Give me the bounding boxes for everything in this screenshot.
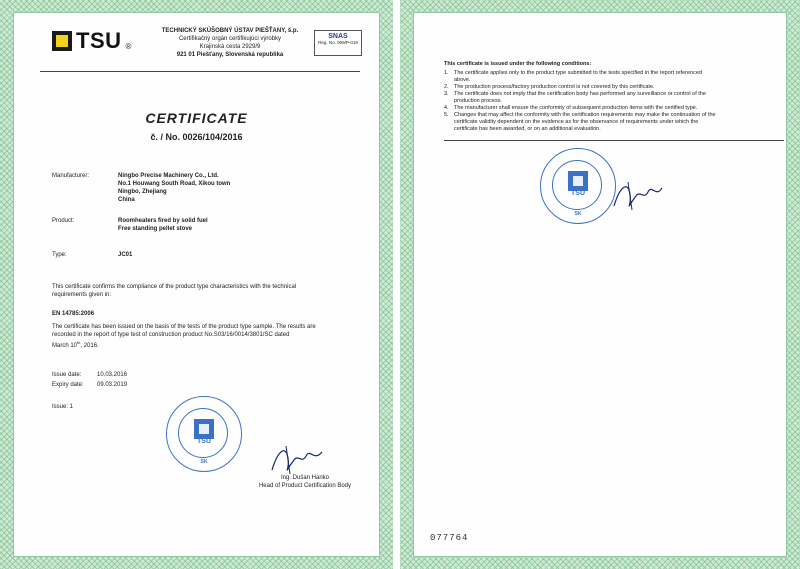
condition-item bbox=[444, 105, 784, 112]
conditions-block bbox=[444, 61, 784, 133]
signatory-block bbox=[230, 474, 380, 490]
manufacturer-line: China bbox=[118, 197, 135, 203]
tsu-official-stamp-back bbox=[540, 148, 616, 224]
type-value: JC01 bbox=[118, 252, 133, 258]
condition-item bbox=[444, 84, 784, 91]
condition-line: The certificate does not imply that the certification body has performed any surveillance or control of the bbox=[454, 91, 706, 97]
expiry-date-label: Expiry date: bbox=[52, 382, 84, 388]
condition-item bbox=[444, 91, 784, 105]
stamp-center-text: TSU bbox=[571, 190, 585, 197]
condition-line: The certificate applies only to the product type submitted to the tests specified in the report referenced bbox=[454, 70, 702, 76]
conditions-divider bbox=[444, 140, 784, 141]
condition-line: The production process/factory production control is not covered by this certificate. bbox=[454, 84, 655, 90]
condition-item bbox=[444, 112, 784, 133]
snas-accreditation-badge bbox=[314, 30, 362, 56]
condition-line: above. bbox=[454, 77, 471, 83]
snas-title: SNAS bbox=[328, 33, 348, 40]
certificate-front-page bbox=[0, 0, 393, 569]
product-line: Free standing pellet stove bbox=[118, 226, 193, 232]
issuer-line-4: 921 01 Piešťany, Slovenská republika bbox=[176, 52, 284, 58]
condition-item bbox=[444, 70, 784, 84]
condition-line: certificate validity dependent on the evidence as for the observance of requirements under which the bbox=[454, 119, 699, 125]
header-divider bbox=[40, 71, 360, 72]
manufacturer-line: Ningbo, Zhejiang bbox=[118, 189, 167, 195]
stamp-center-text: TSU bbox=[197, 438, 211, 445]
condition-line: Changes that may affect the conformity with the certification requirements may make the continuation of the bbox=[454, 112, 716, 118]
manufacturer-line: Ningbo Precise Machinery Co., Ltd. bbox=[118, 173, 219, 179]
condition-number: 1. bbox=[444, 70, 449, 76]
snas-reg-number: Reg. No. 009/P-019 bbox=[318, 40, 358, 45]
manufacturer-value bbox=[118, 172, 230, 204]
issuer-line-2: Certifikačný orgán certifikujúci výrobky bbox=[178, 36, 282, 42]
basis-date-sup: th bbox=[77, 340, 81, 345]
conformity-statement bbox=[52, 283, 362, 299]
stamp-bottom-text: SK bbox=[200, 459, 208, 465]
basis-line: The certificate has been issued on the basis of the tests of the product type sample. The results are bbox=[52, 324, 316, 330]
basis-date-suffix: , 2016. bbox=[80, 343, 99, 349]
tsu-logo-text: TSU bbox=[76, 28, 122, 53]
certificate-back-page bbox=[400, 0, 800, 569]
serial-number: 077764 bbox=[430, 533, 469, 543]
conditions-heading: This certificate is issued under the following conditions: bbox=[444, 61, 592, 67]
basis-statement bbox=[52, 323, 362, 350]
stamp-logo-icon bbox=[194, 419, 214, 439]
condition-number: 5. bbox=[444, 112, 449, 118]
product-value bbox=[118, 217, 208, 233]
issuer-header bbox=[150, 27, 310, 59]
tsu-logo bbox=[52, 28, 131, 54]
condition-line: production process. bbox=[454, 98, 502, 104]
basis-date-text: March 10 bbox=[52, 343, 78, 349]
tsu-official-stamp bbox=[166, 396, 242, 472]
manufacturer-label: Manufacturer: bbox=[52, 173, 90, 179]
certificate-title: CERTIFICATE bbox=[145, 110, 248, 126]
tsu-logo-icon bbox=[52, 31, 72, 51]
stamp-bottom-text: SK bbox=[574, 211, 582, 217]
issuer-line-3: Krajinská cesta 2929/9 bbox=[199, 44, 261, 50]
condition-number: 4. bbox=[444, 105, 449, 111]
condition-line: The manufacturer shall ensure the conformity of subsequent production items with the certified type. bbox=[454, 105, 698, 111]
issue-number: Issue: 1 bbox=[52, 404, 74, 410]
conformity-line: requirements given in: bbox=[52, 292, 112, 298]
issuer-name: TECHNICKÝ SKÚŠOBNÝ ÚSTAV PIEŠŤANY, š.p. bbox=[161, 28, 299, 34]
expiry-date-value: 09.03.2019 bbox=[97, 382, 128, 388]
type-label: Type: bbox=[52, 252, 67, 258]
product-label: Product: bbox=[52, 218, 75, 224]
stamp-logo-icon bbox=[568, 171, 588, 191]
condition-number: 3. bbox=[444, 91, 449, 97]
basis-date bbox=[52, 339, 362, 350]
conformity-line: This certificate confirms the compliance of the product type characteristics with the technical bbox=[52, 284, 297, 290]
manufacturer-line: No.1 Houwang South Road, Xikou town bbox=[118, 181, 231, 187]
signatory-name: Ing. Dušan Hanko bbox=[280, 475, 330, 481]
condition-number: 2. bbox=[444, 84, 449, 90]
certificate-number: č. / No. 0026/104/2016 bbox=[150, 132, 243, 142]
issue-date-label: Issue date: bbox=[52, 372, 82, 378]
signature-icon bbox=[610, 176, 666, 216]
product-line: Roomheaters fired by solid fuel bbox=[118, 218, 208, 224]
issue-date-value: 10.03.2016 bbox=[97, 372, 128, 378]
condition-line: certificate has been awarded, or on an additional evaluation. bbox=[454, 126, 601, 132]
basis-line: recorded in the report of type test of construction product No.S03/16/0014/3801/SC dated bbox=[52, 332, 290, 338]
signatory-title: Head of Product Certification Body bbox=[258, 483, 352, 489]
standard-reference: EN 14785:2006 bbox=[52, 311, 95, 317]
registered-mark-icon: ® bbox=[125, 41, 132, 51]
